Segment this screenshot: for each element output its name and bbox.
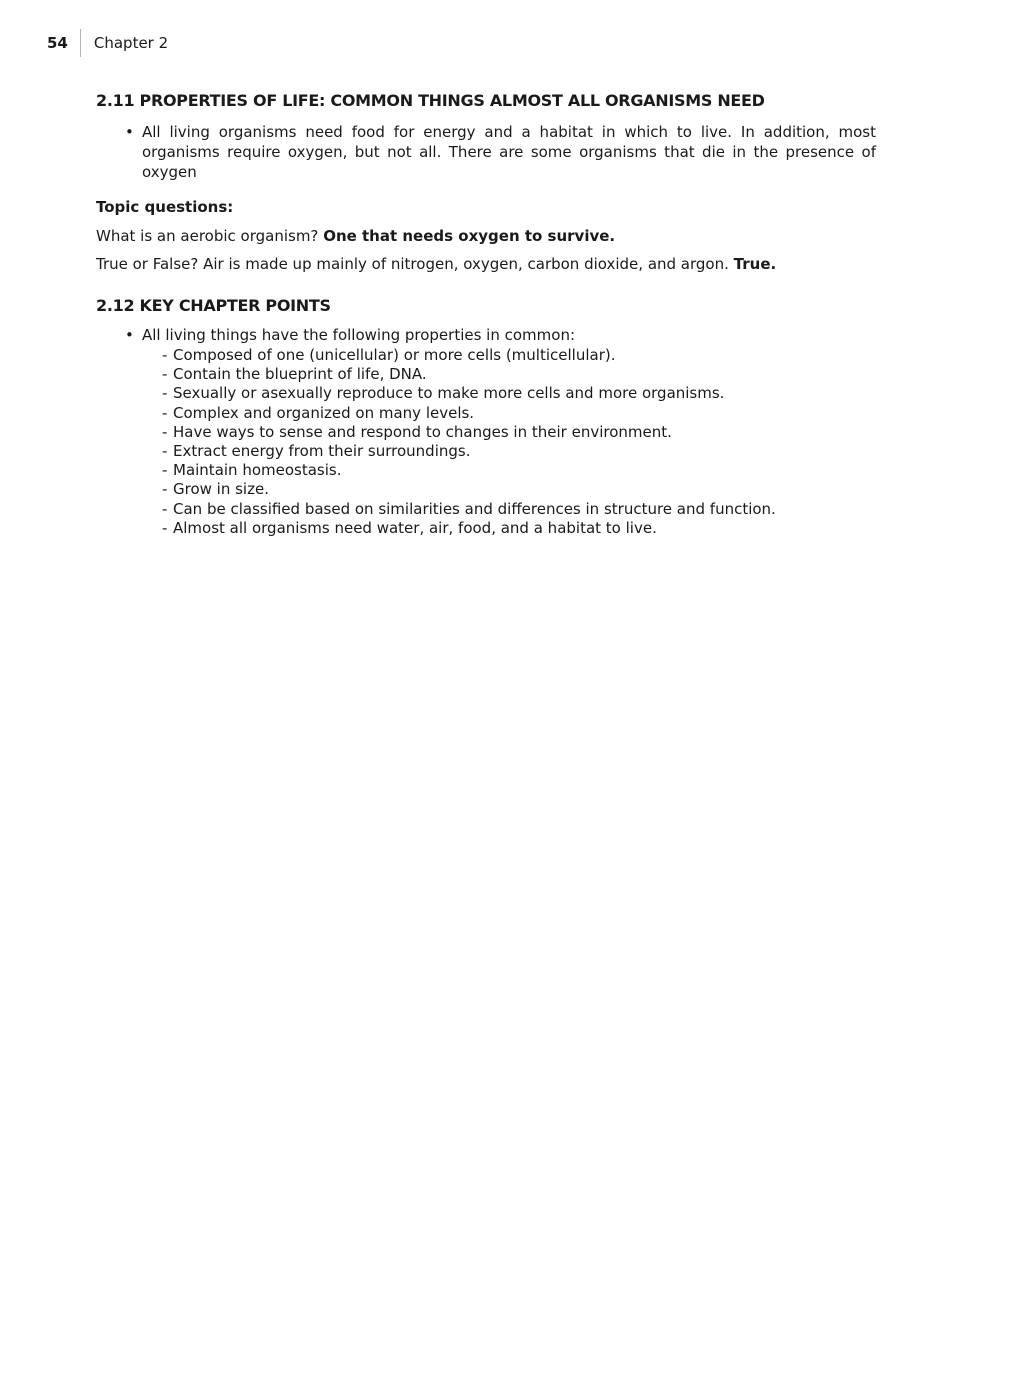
key-point-item	[162, 365, 896, 384]
bullet-item	[125, 122, 896, 182]
dash-marker-icon	[162, 519, 173, 538]
key-points-list	[162, 346, 896, 538]
bullet-intro-text: All living things have the following properties in common:	[142, 326, 576, 344]
topic-questions-list	[96, 227, 896, 274]
key-point-item	[162, 442, 896, 461]
answer-text: True.	[733, 255, 777, 273]
key-point-item	[162, 384, 896, 403]
bullet-text: All living organisms need food for energy and a habitat in which to live. In addition, most organisms require oxygen, but not all. There are some organisms that die in the presence of oxygen	[142, 123, 876, 181]
dash-marker-icon	[162, 500, 173, 519]
question-text: What is an aerobic organism?	[96, 227, 319, 245]
key-point-text: Contain the blueprint of life, DNA.	[173, 365, 427, 384]
key-point-text: Sexually or asexually reproduce to make more cells and more organisms.	[173, 384, 725, 403]
key-point-text: Almost all organisms need water, air, food, and a habitat to live.	[173, 518, 657, 537]
question-answer-line	[96, 255, 896, 274]
header-divider	[80, 29, 81, 57]
key-point-item	[162, 461, 896, 480]
chapter-label: Chapter 2	[93, 34, 169, 52]
key-point-text: Grow in size.	[173, 480, 269, 499]
page-content	[96, 91, 896, 538]
key-point-item	[162, 423, 896, 442]
dash-marker-icon	[162, 346, 173, 365]
key-point-text: Composed of one (unicellular) or more cells (multicellular).	[173, 346, 616, 364]
key-point-item	[162, 480, 896, 499]
key-point-text: Have ways to sense and respond to changes in their environment.	[173, 422, 672, 441]
section-2-12-heading: 2.12 KEY CHAPTER POINTS	[96, 296, 331, 315]
key-point-item	[162, 404, 896, 423]
bullet-marker-icon	[125, 325, 142, 345]
dash-marker-icon	[162, 384, 173, 403]
key-point-text: Complex and organized on many levels.	[173, 403, 475, 422]
section-2-11-heading: 2.11 PROPERTIES OF LIFE: COMMON THINGS ALMOST ALL ORGANISMS NEED	[96, 91, 765, 110]
topic-questions-heading: Topic questions:	[96, 198, 234, 216]
dash-marker-icon	[162, 461, 173, 480]
question-answer-line	[96, 227, 896, 246]
bullet-item	[125, 325, 896, 345]
key-point-item	[162, 519, 896, 538]
page-number: 54	[47, 34, 68, 52]
dash-marker-icon	[162, 365, 173, 384]
dash-marker-icon	[162, 404, 173, 423]
page-header	[0, 0, 1024, 58]
dash-marker-icon	[162, 480, 173, 499]
dash-marker-icon	[162, 442, 173, 461]
answer-text: One that needs oxygen to survive.	[323, 227, 616, 245]
key-point-text: Can be classified based on similarities and differences in structure and function.	[173, 499, 776, 518]
dash-marker-icon	[162, 423, 173, 442]
key-point-text: Extract energy from their surroundings.	[173, 442, 471, 461]
bullet-marker-icon	[125, 122, 142, 182]
key-point-item	[162, 500, 896, 519]
question-text: True or False? Air is made up mainly of nitrogen, oxygen, carbon dioxide, and argon.	[96, 255, 729, 273]
document-page	[0, 0, 1024, 538]
key-point-item	[162, 346, 896, 365]
key-point-text: Maintain homeostasis.	[173, 461, 342, 480]
